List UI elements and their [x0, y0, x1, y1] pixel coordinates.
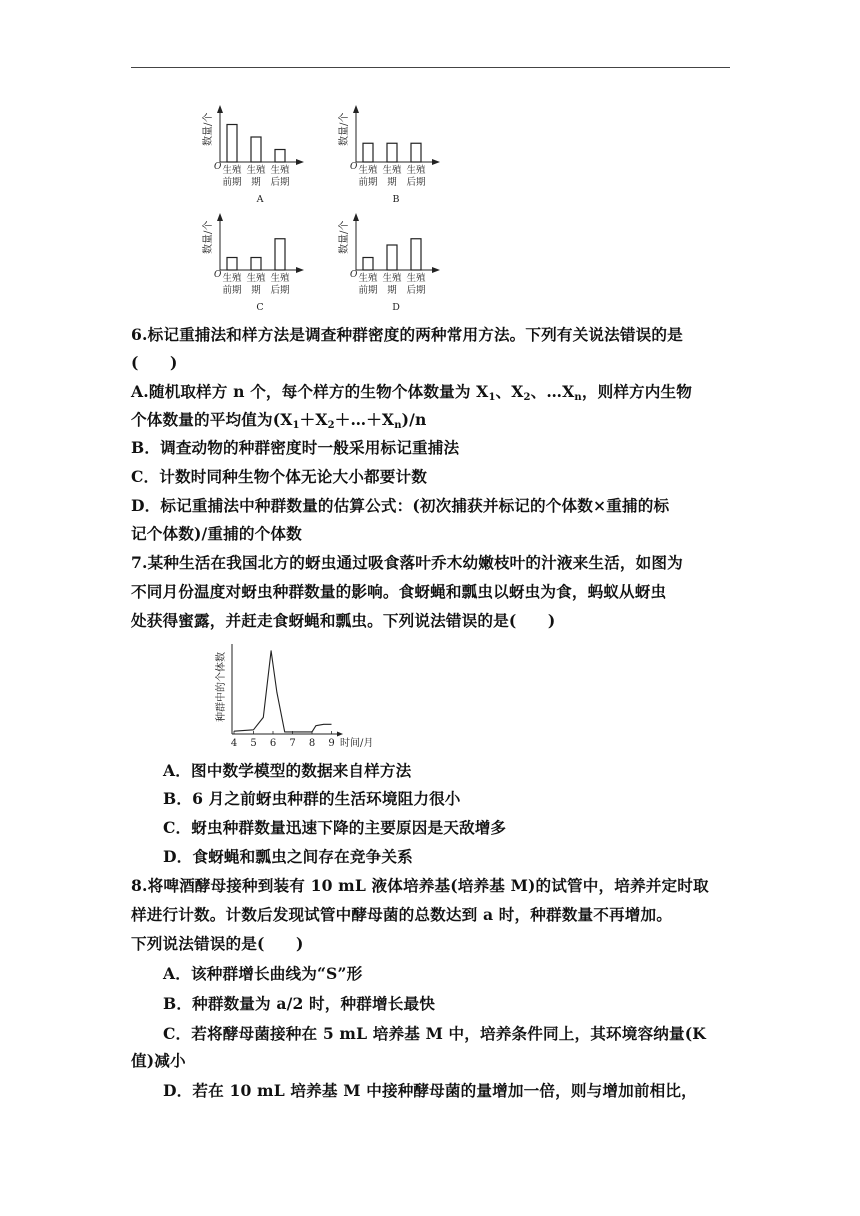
x-tick-label: 期 — [251, 177, 261, 188]
q7-stem-line3: 处获得蜜露，并赶走食蚜蝇和瓢虫。下列说法错误的是( ) — [131, 611, 556, 630]
q7-option-b: B．6 月之前蚜虫种群的生活环境阻力很小 — [163, 789, 461, 808]
x-axis-arrow-icon — [432, 267, 440, 273]
y-axis-arrow-icon — [217, 213, 223, 221]
x-tick-label: 生殖 — [406, 273, 426, 284]
x-tick-label: 生殖 — [382, 273, 402, 284]
origin-label: O — [350, 270, 358, 280]
y-axis-label: 数量/个 — [339, 112, 350, 146]
bar — [275, 150, 285, 163]
q6-option-d-line2: 记个体数)/重捕的个体数 — [131, 524, 302, 543]
q8-stem-line2: 样进行计数。计数后发现试管中酵母菌的总数达到 a 时，种群数量不再增加。 — [131, 905, 672, 924]
x-tick-label: 期 — [387, 177, 397, 188]
panel-label: A — [256, 194, 264, 205]
header-rule — [131, 67, 730, 68]
bar — [363, 258, 373, 271]
q7-option-d: D．食蚜蝇和瓢虫之间存在竞争关系 — [163, 847, 413, 866]
bar — [227, 125, 237, 163]
y-axis-label: 数量/个 — [203, 112, 214, 146]
q6-stem: 6.标记重捕法和样方法是调查种群密度的两种常用方法。下列有关说法错误的是 — [131, 325, 683, 344]
x-axis-arrow-icon — [432, 159, 440, 165]
bar-chart-panel-C — [201, 213, 304, 313]
q6-option-b: B．调查动物的种群密度时一般采用标记重捕法 — [131, 438, 460, 457]
x-tick-label: 期 — [251, 285, 261, 296]
population-line — [234, 651, 332, 732]
x-axis-label: 时间/月 — [340, 738, 374, 749]
x-tick-label: 生殖 — [270, 273, 290, 284]
q8-option-b: B．种群数量为 a/2 时，种群增长最快 — [163, 994, 435, 1013]
q8-option-c-line1: C．若将酵母菌接种在 5 mL 培养基 M 中，培养条件同上，其环境容纳量(K — [163, 1024, 706, 1043]
bar — [387, 245, 397, 270]
y-axis-label: 数量/个 — [339, 220, 350, 254]
x-tick-label: 生殖 — [246, 273, 266, 284]
q8-option-d: D．若在 10 mL 培养基 M 中接种酵母菌的量增加一倍，则与增加前相比， — [163, 1081, 697, 1100]
origin-label: O — [214, 270, 222, 280]
q7-option-c: C．蚜虫种群数量迅速下降的主要原因是天敌增多 — [163, 818, 507, 837]
q8-stem-line3: 下列说法错误的是( ) — [131, 934, 304, 953]
q6-option-a-line2: 个体数量的平均值为$(X_1+X_2+\dots+X_n)/n$ — [131, 410, 427, 431]
x-tick-label: 生殖 — [270, 165, 290, 176]
x-tick-label: 生殖 — [222, 273, 242, 284]
panel-label: D — [392, 302, 400, 313]
bar — [411, 239, 421, 270]
y-axis-arrow-icon — [353, 105, 359, 113]
origin-label: O — [350, 162, 358, 172]
y-axis-arrow-icon — [217, 105, 223, 113]
y-axis-label: 数量/个 — [203, 220, 214, 254]
q6-option-c: C．计数时同种生物个体无论大小都要计数 — [131, 467, 427, 486]
x-tick-label: 8 — [308, 738, 316, 749]
q8-stem-line1: 8.将啤酒酵母接种到装有 10 mL 液体培养基(培养基 M)的试管中，培养并定时取 — [131, 876, 709, 895]
q8-option-a: A．该种群增长曲线为“S”形 — [163, 964, 363, 983]
x-tick-label: 前期 — [222, 285, 242, 296]
x-tick-label: 后期 — [270, 177, 290, 188]
q7-stem-line2: 不同月份温度对蚜虫种群数量的影响。食蚜蝇和瓢虫以蚜虫为食，蚂蚁从蚜虫 — [131, 582, 667, 601]
x-tick-label: 生殖 — [406, 165, 426, 176]
bar — [411, 143, 421, 162]
bar — [227, 258, 237, 271]
aphid-population-chart — [212, 640, 392, 755]
figure-age-structure — [190, 96, 460, 318]
x-tick-label: 6 — [269, 738, 277, 749]
y-axis-label: 种群中的个体数 — [216, 652, 227, 722]
bar — [275, 239, 285, 270]
x-tick-label: 4 — [230, 738, 238, 749]
x-tick-label: 期 — [387, 285, 397, 296]
x-tick-label: 9 — [328, 738, 335, 749]
x-axis-arrow-icon — [337, 732, 343, 737]
x-tick-label: 前期 — [358, 177, 378, 188]
x-tick-label: 生殖 — [382, 165, 402, 176]
bar-chart-panel-D — [337, 213, 440, 313]
q8-option-c-line2: 值)减小 — [131, 1051, 186, 1070]
age-structure-charts — [190, 96, 460, 318]
q6-option-a-line1: A.随机取样方 n 个，每个样方的生物个体数量为 $X_1$、$X_2$、$\dots X_n$，则样方内生物 — [131, 382, 693, 403]
y-axis-arrow-icon — [353, 213, 359, 221]
x-tick-label: 前期 — [358, 285, 378, 296]
x-tick-label: 前期 — [222, 177, 242, 188]
x-tick-label: 后期 — [406, 177, 426, 188]
bar — [387, 143, 397, 162]
x-tick-label: 生殖 — [222, 165, 242, 176]
bar — [363, 143, 373, 162]
q6-answer-paren: ( ) — [131, 353, 178, 372]
x-tick-label: 后期 — [270, 285, 290, 296]
x-axis-arrow-icon — [296, 267, 304, 273]
panel-label: B — [392, 194, 400, 205]
bar — [251, 137, 261, 162]
q6-option-d-line1: D．标记重捕法中种群数量的估算公式：(初次捕获并标记的个体数×重捕的标 — [131, 496, 670, 515]
q7-option-a: A．图中数学模型的数据来自样方法 — [163, 761, 412, 780]
bar — [251, 258, 261, 271]
bar-chart-panel-B — [337, 105, 440, 205]
origin-label: O — [214, 162, 222, 172]
q7-stem-line1: 7.某种生活在我国北方的蚜虫通过吸食落叶乔木幼嫩枝叶的汁液来生活，如图为 — [131, 553, 683, 572]
x-tick-label: 后期 — [406, 285, 426, 296]
bar-chart-panel-A — [201, 105, 304, 205]
x-tick-label: 生殖 — [246, 165, 266, 176]
x-tick-label: 生殖 — [358, 273, 378, 284]
panel-label: C — [256, 302, 264, 313]
figure-aphid-population — [212, 640, 392, 755]
x-tick-label: 5 — [250, 738, 257, 749]
x-axis-arrow-icon — [296, 159, 304, 165]
x-tick-label: 7 — [289, 738, 296, 749]
x-tick-label: 生殖 — [358, 165, 378, 176]
